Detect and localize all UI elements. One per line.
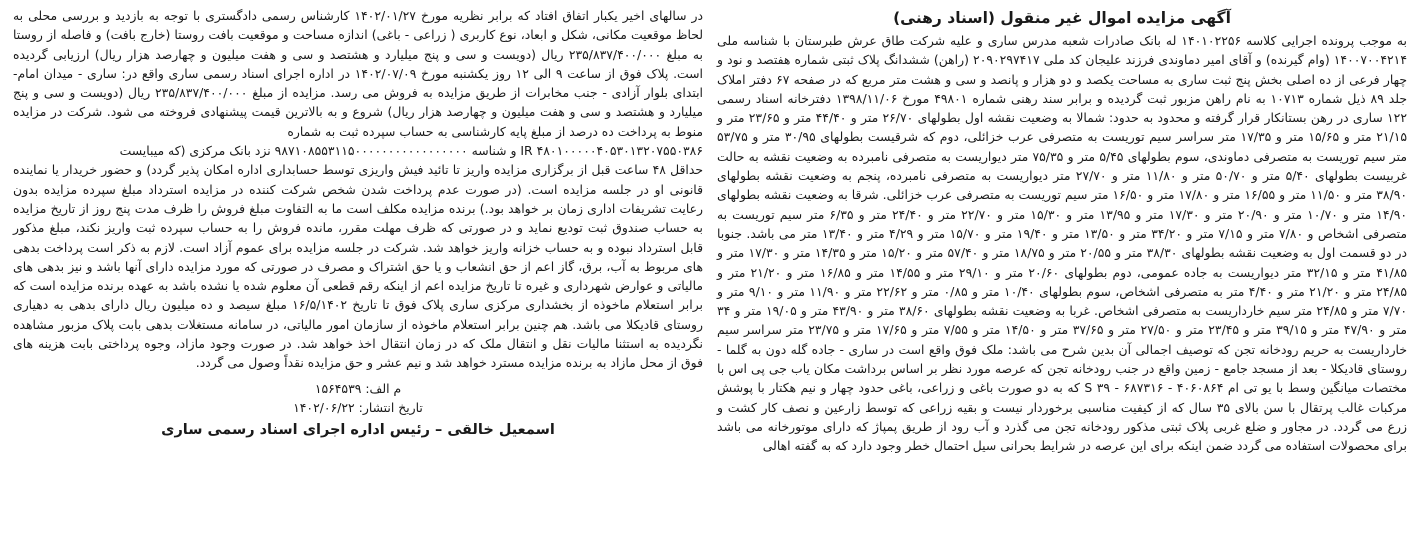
notice-right-column	[717, 6, 1407, 551]
auction-conditions-paragraph: حداقل ۴۸ ساعت قبل از برگزاری مزایده واریز تا تائید فیش واریزی توسط حسابداری اداره امکان پذیر گردد) و حضور خریدار یا نماینده قانونی او در جلسه مزایده است. (در صورت عدم پرداخت شدن شخص شرکت کننده در مزایده استرداد مبلغ سپرده مزایده بدون رعایت تشریفات اداری زمان بر خواهد بود.) برنده مزایده مکلف است ما به التفاوت مبلغ فروش را ظرف مدت پنج روز از تاریخ مزایده به حساب صندوق ثبت تودیع نماید و در صورتی که ظرف مهلت مقرر، مانده فروش را به حساب سپرده ثبت واریز نکند، مبلغ مذکور قابل استرداد نبوده و به حساب خزانه واریز خواهد شد. شرکت در جلسه مزایده برای عموم آزاد است. لازم به ذکر است پرداخت بدهی های مربوط به آب، برق، گاز اعم از حق انشعاب و یا حق اشتراک و مصرف در صورتی که مورد مزایده دارای آنها باشد و نیز بدهی های مالیاتی و عوارض شهرداری و غیره تا تاریخ مزایده اعم از اینکه رقم قطعی آن معلوم شده یا نشده باشد به عهده برنده مزایده است که برابر استعلام ماخوذه از بخشداری مرکزی ساری پلاک فوق تا تاریخ ۱۶/۵/۱۴۰۲ مبلغ سیصد و ده میلیون ریال دارای بدهی به دهیاری روستای قادیکلا می باشد. هم چنین برابر استعلام ماخوذه از سازمان امور مالیاتی، در سامانه مستغلات بدهی بابت پلاک مزبور مشاهده نگردیده به استثنا مالیات نقل و انتقال ملک که در زمان انتقال اخذ خواهد شد. در صورت وجود مازاد، وجوه پرداختی بابت هزینه های فوق از محل مازاد به برنده مزایده مسترد خواهد شد و نیم عشر و حق مزایده نقداً وصول می گردد.	[13, 162, 703, 371]
notice-footer	[13, 379, 703, 440]
appraisal-and-auction-paragraph: در سالهای اخیر یکبار اتفاق افتاد که برابر نظریه مورخ ۱۴۰۲/۰۱/۲۷ کارشناس رسمی دادگستری با توجه به بازدید و بررسی محلی به لحاظ موقعیت مکانی، شکل و ابعاد، نوع کاربری ( زراعی - باغی) اندازه مساحت و موقعیت بافت روستا (خارج بافت) و فاصله از روستا به مبلغ ۲۳۵/۸۳۷/۴۰۰/۰۰۰ ریال (دویست و سی و پنج میلیارد و هشتصد و سی و هفت میلیون و چهارصد هزار ریال) ارزیابی گردیده است. پلاک فوق از ساعت ۹ الی ۱۲ روز یکشنبه مورخ ۱۴۰۲/۰۷/۰۹ در اداره اجرای اسناد رسمی ساری واقع در: ساری - میدان امام- ابتدای بلوار آزادی - جنب مخابرات از طریق مزایده به فروش می رسد. مزایده از مبلغ ۲۳۵/۸۳۷/۴۰۰/۰۰۰ ریال (دویست و سی و پنج میلیارد و هشتصد و سی و هفت میلیون و چهارصد هزار ریال) شروع و به بالاترین قیمت پیشنهادی فروخته می شود. شرکت در مزایده منوط به پرداخت ده درصد از مبلغ پایه کارشناسی به حساب سپرده ثبت به شماره	[13, 8, 703, 139]
property-description-paragraph: به موجب پرونده اجرایی کلاسه ۱۴۰۱۰۲۲۵۶ له بانک صادرات شعبه مدرس ساری و علیه شرکت طاق عرش طبرستان با شناسه ملی ۱۴۰۰۷۰۰۴۲۱۴ (وام گیرنده) و آقای امیر دماوندی فرزند علیجان کد ملی ۲۰۹۰۲۹۷۴۱۷ (راهن) ششدانگ پلاک ثبتی شماره هفتصد و نود و چهار فرعی از ده اصلی بخش پنج ثبت ساری به مساحت یکصد و دو هزار و پانصد و سی و هشت متر مربع که در صفحه ۶۷ دفتر املاک جلد ۸۹ ذیل شماره ۱۰۷۱۳ به نام راهن مزبور ثبت گردیده و برابر سند رهنی شماره ۴۹۸۰۱ مورخ ۱۳۹۸/۱۱/۰۶ دفترخانه اسناد رسمی ۱۲۲ ساری در رهن بستانکار قرار گرفته و محدود به حدود: شمالا به وضعیت نقشه اول بطولهای ۲۶/۷۰ متر و ۴۴/۴۰ متر و ۲۳/۶۵ متر و ۲۱/۱۵ متر و ۱۵/۶۵ متر و ۱۷/۳۵ متر سراسر سیم توریست به متصرفی عرب خزائلی، دوم که شرقیست بطولهای ۳۰/۹۵ متر و ۵۳/۷۵ متر سیم توریست به متصرفی دماوندی، سوم بطولهای ۵/۴۵ متر و ۷۵/۳۵ متر دیواریست به متصرفی نامبرده به وضعیت نقشه به حالت غربیست بطولهای ۵/۴۰ متر و ۵۰/۷۰ متر و ۱۱/۸۰ متر و ۲۷/۷۰ متر دیواریست به متصرفی نامبرده، پنجم به وضعیت نقشه بطولهای ۳۸/۹۰ متر و ۱۱/۵۰ متر و ۱۶/۵۵ متر و ۱۷/۸۰ متر و ۱۶/۵۰ متر سیم توریست به متصرفی عرب خزائلی. شرقا به وضعیت نقشه بطولهای ۱۴/۹۰ متر و ۱۰/۷۰ متر و ۲۰/۹۰ متر و ۱۷/۳۰ متر و ۱۳/۹۵ متر و ۱۵/۳۰ متر و ۲۲/۷۰ متر و ۲۴/۴۰ متر و ۶/۳۵ متر سیم توریست به متصرفی اشخاص و ۷/۸۰ متر و ۷/۱۵ متر و ۳۴/۲۰ متر و ۱۳/۵۰ متر و ۱۹/۴۰ متر و ۱۵/۷۰ متر و ۴/۲۹ متر و ۱۳/۴۰ متر می باشد. جنوبا در دو قسمت اول به وضعیت نقشه بطولهای ۳۸/۳۰ متر و ۲۰/۵۵ متر و ۱۸/۷۵ متر و ۵۷/۴۰ متر و ۱۵/۲۰ متر و ۱۴/۳۵ متر و ۱۷/۳۰ متر و ۴۱/۸۵ متر و ۳۲/۱۵ متر دیواریست به جاده عمومی، دوم بطولهای ۲۰/۶۰ متر و ۲۹/۱۰ متر و ۱۴/۵۵ متر و ۱۶/۸۵ متر و ۲۱/۲۰ متر و ۲۴/۸۵ متر و ۲۱/۲۰ متر و ۴/۴۰ متر به متصرفی اشخاص، سوم بطولهای ۱۰/۴۰ متر و ۰/۸۵ متر و ۲۲/۶۲ متر و ۱۱/۹۰ متر و ۹/۱۰ متر و ۷/۷۰ متر و ۲۴/۸۵ متر سیم خارداریست به متصرفی اشخاص. غربا به وضعیت نقشه بطولهای ۳۸/۶۰ متر و ۴۳/۹۰ متر و ۱۹/۰۵ متر و ۳۴ متر و ۴۷/۹۰ متر و ۳۹/۱۵ متر و ۲۳/۴۵ متر و ۲۷/۵۰ متر و ۳۷/۶۵ متر و ۱۴/۵۰ متر و ۷/۵۵ متر و ۱۷/۶۵ متر و ۲۳/۷۵ متر سراسر سیم خارداریست به حریم رودخانه تجن که توصیف اجمالی آن بدین شرح می باشد: ملک فوق واقع است در ساری - جاده گله دون به گلما - روستای قادیکلا - بعد از مسجد جامع - زمین واقع در جنب رودخانه تجن که عرصه مورد نظر بر اساس برداشت مکان یاب جی پی اس با مختصات میانگین وسط با یو تی ام S ۳۹ - ۶۸۷۳۱۶ - ۴۰۶۰۸۶۴ که به دو صورت باغی و زراعی، باغی حدود چهار و نیم هکتار با پوشش مرکبات غالب پرتقال با سن بالای ۳۵ سال که از کیفیت مناسبی برخوردار نیست و بقیه زراعی که توسط زارعین و نصف کار کشت و زرع می گردد. در مجاور و ضلع غربی پلاک ثبتی مذکور رودخانه تجن می گذرد و آب رود از طریق پمپاژ که دارای موتورخانه می باشد برای محصولات استفاده می گردد ضمن اینکه برای این عرصه در شرایط بحرانی سیل احتمال خطر وجود دارد که به گفته اهالی	[717, 33, 1408, 454]
publish-date: تاریخ انتشار: ۱۴۰۲/۰۶/۲۲	[293, 399, 423, 415]
deposit-account-line: IR ۴۸۰۱۰۰۰۰۰۴۰۵۳۰۱۳۲۰۷۵۵۰۳۸۶ و شناسه ۹۸۷۱۰۸۵۵۳۱۱۵۰۰۰۰۰۰۰۰۰۰۰۰۰۰۰۰۰ نزد بانک مرکزی (که میبایست	[119, 143, 703, 159]
notice-title: آگهی مزایده اموال غیر منقول (اسناد رهنی)	[893, 9, 1231, 27]
signature: اسمعیل خالقی – رئیس اداره اجرای اسناد رسمی ساری	[161, 421, 555, 438]
notice-left-column	[13, 6, 703, 551]
reference-number: م الف: ۱۵۶۴۵۳۹	[314, 380, 402, 396]
